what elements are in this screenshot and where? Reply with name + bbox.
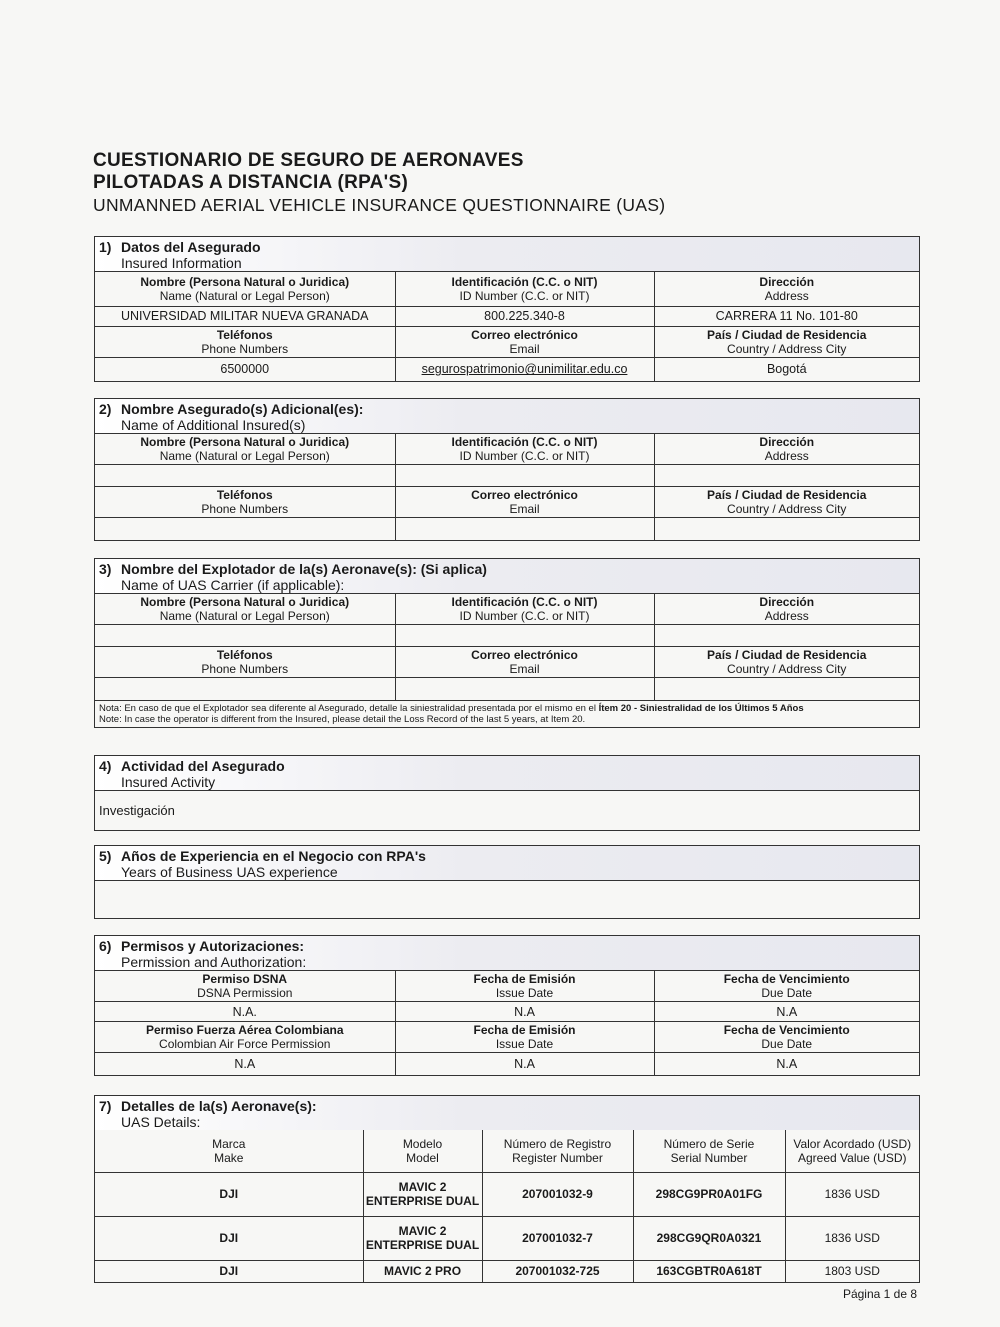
serial-header: Número de Serie Serial Number [633, 1130, 785, 1172]
value-cell: 1836 USD [785, 1216, 919, 1260]
email-label: Correo electrónico Email [395, 647, 654, 678]
section-uas-carrier [94, 558, 920, 728]
section-uas-details [94, 1095, 920, 1283]
id-label: Identificación (C.C. o NIT) ID Number (C.C. or NIT) [395, 272, 654, 306]
dsna-due-value: N.A [654, 1002, 919, 1022]
document-title [93, 150, 665, 216]
fac-due-value: N.A [654, 1053, 919, 1075]
insured-phone: 6500000 [95, 357, 395, 381]
empty-cell[interactable] [95, 465, 395, 487]
permissions-table [95, 971, 919, 1075]
dsna-issue-value: N.A [395, 1002, 654, 1022]
address-label: Dirección Address [654, 594, 919, 625]
empty-cell[interactable] [95, 625, 395, 647]
empty-cell[interactable] [654, 518, 919, 540]
model-cell: MAVIC 2 ENTERPRISE DUAL [363, 1172, 482, 1216]
value-cell: 1836 USD [785, 1172, 919, 1216]
email-label: Correo electrónico Email [395, 326, 654, 357]
section-years-experience [94, 845, 920, 919]
register-cell: 207001032-725 [482, 1260, 633, 1282]
section-header: 4) Actividad del Asegurado Insured Activity [95, 756, 919, 791]
empty-cell[interactable] [395, 678, 654, 700]
carrier-table [95, 594, 919, 700]
register-cell: 207001032-9 [482, 1172, 633, 1216]
carrier-note: Nota: En caso de que el Explotador sea diferente al Asegurado, detalle la siniestralidad presentada por el mismo en el Ítem 20 - Siniestralidad de los Últimos 5 Años Note: In case the operator is different from the Insured, please detail the Loss Record of the last 5 years, at Item 20. [95, 700, 919, 727]
name-label: Nombre (Persona Natural o Juridica) Name (Natural or Legal Person) [95, 594, 395, 625]
section-header: 3) Nombre del Explotador de la(s) Aeronave(s): (Si aplica) Name of UAS Carrier (if applicable): [95, 559, 919, 594]
section-header: 5) Años de Experiencia en el Negocio con RPA's Years of Business UAS experience [95, 846, 919, 881]
insured-email[interactable]: segurospatrimonio@unimilitar.edu.co [395, 357, 654, 381]
model-cell: MAVIC 2 ENTERPRISE DUAL [363, 1216, 482, 1260]
model-cell: MAVIC 2 PRO [363, 1260, 482, 1282]
fac-label: Permiso Fuerza Aérea Colombiana Colombian Air Force Permission [95, 1022, 395, 1053]
section-insured-activity [94, 755, 920, 831]
insured-id: 800.225.340-8 [395, 306, 654, 326]
insured-address: CARRERA 11 No. 101-80 [654, 306, 919, 326]
empty-cell[interactable] [654, 465, 919, 487]
insured-activity-value[interactable]: Investigación [99, 803, 175, 818]
empty-cell[interactable] [395, 625, 654, 647]
phone-label: Teléfonos Phone Numbers [95, 326, 395, 357]
years-experience-value[interactable] [95, 881, 919, 918]
model-header: Modelo Model [363, 1130, 482, 1172]
title-line-1: CUESTIONARIO DE SEGURO DE AERONAVES [93, 150, 524, 171]
due-date-label: Fecha de Vencimiento Due Date [654, 971, 919, 1002]
make-cell: DJI [95, 1216, 363, 1260]
empty-cell[interactable] [95, 518, 395, 540]
fac-value: N.A [95, 1053, 395, 1075]
id-label: Identificación (C.C. o NIT) ID Number (C.C. or NIT) [395, 594, 654, 625]
empty-cell[interactable] [395, 465, 654, 487]
title-line-3: UNMANNED AERIAL VEHICLE INSURANCE QUESTIONNAIRE (UAS) [93, 195, 666, 215]
insured-table [95, 272, 919, 381]
phone-label: Teléfonos Phone Numbers [95, 487, 395, 518]
uas-details-table [95, 1130, 919, 1282]
due-date-label: Fecha de Vencimiento Due Date [654, 1022, 919, 1053]
make-cell: DJI [95, 1260, 363, 1282]
address-label: Dirección Address [654, 434, 919, 465]
table-row [95, 1260, 919, 1282]
serial-cell: 163CGBTR0A618T [633, 1260, 785, 1282]
address-label: Dirección Address [654, 272, 919, 306]
section-permissions [94, 935, 920, 1076]
dsna-label: Permiso DSNA DSNA Permission [95, 971, 395, 1002]
country-label: País / Ciudad de Residencia Country / Address City [654, 647, 919, 678]
section-header: 1) Datos del Asegurado Insured Information [95, 237, 919, 272]
make-cell: DJI [95, 1172, 363, 1216]
section-header: 6) Permisos y Autorizaciones: Permission and Authorization: [95, 936, 919, 971]
section-additional-insured [94, 398, 920, 541]
name-label: Nombre (Persona Natural o Juridica) Name (Natural or Legal Person) [95, 434, 395, 465]
table-row [95, 1216, 919, 1260]
issue-date-label: Fecha de Emisión Issue Date [395, 971, 654, 1002]
table-row [95, 1172, 919, 1216]
name-label: Nombre (Persona Natural o Juridica) Name (Natural or Legal Person) [95, 272, 395, 306]
issue-date-label: Fecha de Emisión Issue Date [395, 1022, 654, 1053]
dsna-value: N.A. [95, 1002, 395, 1022]
country-label: País / Ciudad de Residencia Country / Address City [654, 487, 919, 518]
value-cell: 1803 USD [785, 1260, 919, 1282]
register-cell: 207001032-7 [482, 1216, 633, 1260]
serial-cell: 298CG9QR0A0321 [633, 1216, 785, 1260]
empty-cell[interactable] [95, 678, 395, 700]
value-header: Valor Acordado (USD) Agreed Value (USD) [785, 1130, 919, 1172]
page-number: Página 1 de 8 [842, 1287, 917, 1301]
title-line-2: PILOTADAS A DISTANCIA (RPA'S) [93, 172, 409, 193]
fac-issue-value: N.A [395, 1053, 654, 1075]
insured-name: UNIVERSIDAD MILITAR NUEVA GRANADA [95, 306, 395, 326]
phone-label: Teléfonos Phone Numbers [95, 647, 395, 678]
section-insured-information [94, 236, 920, 382]
id-label: Identificación (C.C. o NIT) ID Number (C.C. or NIT) [395, 434, 654, 465]
email-label: Correo electrónico Email [395, 487, 654, 518]
empty-cell[interactable] [395, 518, 654, 540]
serial-cell: 298CG9PR0A01FG [633, 1172, 785, 1216]
additional-insured-table [95, 434, 919, 540]
country-label: País / Ciudad de Residencia Country / Address City [654, 326, 919, 357]
section-header: 2) Nombre Asegurado(s) Adicional(es): Name of Additional Insured(s) [95, 399, 919, 434]
empty-cell[interactable] [654, 625, 919, 647]
empty-cell[interactable] [654, 678, 919, 700]
make-header: Marca Make [95, 1130, 363, 1172]
insured-city: Bogotá [654, 357, 919, 381]
section-header: 7) Detalles de la(s) Aeronave(s): UAS Details: [95, 1096, 919, 1130]
register-header: Número de Registro Register Number [482, 1130, 633, 1172]
